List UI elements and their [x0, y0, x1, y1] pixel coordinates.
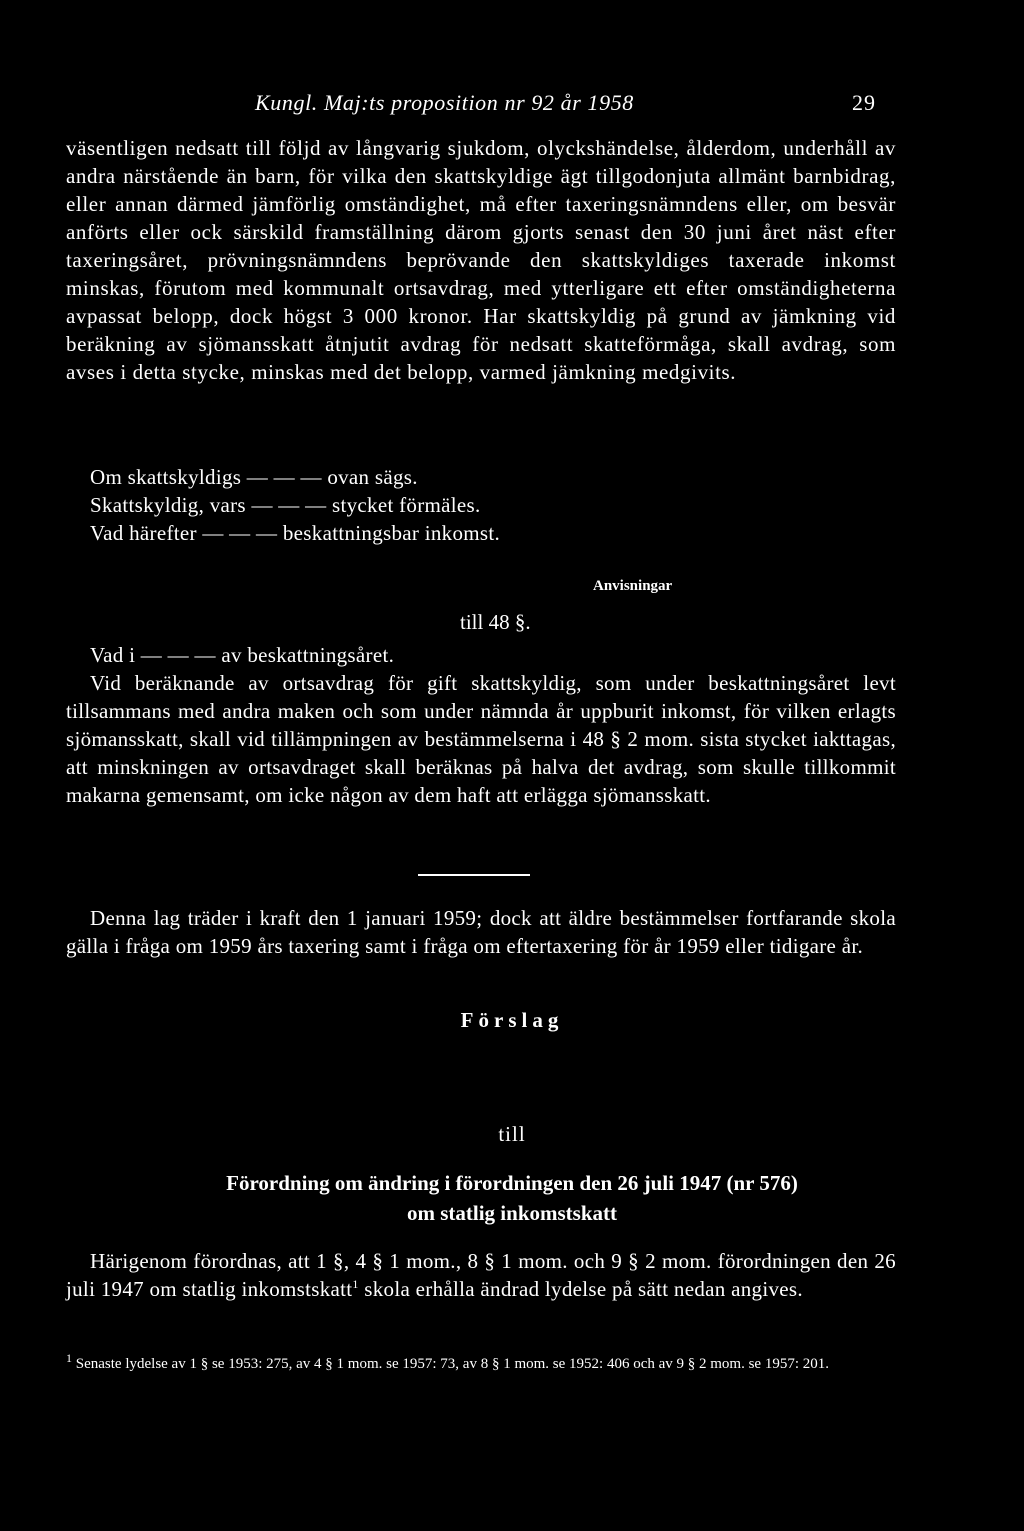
- footnote-text: Senaste lydelse av 1 § se 1953: 275, av 4 § 1 mom. se 1957: 73, av 8 § 1 mom. se 1952: 406 och av 9 § 2 mom. se 1957: 201.: [72, 1356, 830, 1372]
- enactment-text-b: skola erhålla ändrad lydelse på sätt nedan angives.: [358, 1277, 803, 1301]
- header-title: Kungl. Maj:ts proposition nr 92 år 1958: [255, 90, 634, 115]
- ordinance-title-line-2: om statlig inkomstskatt: [406, 1201, 617, 1225]
- paragraph-effective-date: [66, 904, 896, 960]
- page-number: 29: [852, 90, 876, 115]
- anvisningar-heading: Anvisningar: [593, 578, 673, 594]
- paragraph-text: Denna lag träder i kraft den 1 januari 1959; dock att äldre bestämmelser fortfarande skola gälla i fråga om 1959 års taxering samt i fråga om eftertaxering för år 1959 eller tidigare år.: [66, 906, 896, 958]
- footnote-marker: 1: [66, 1351, 72, 1365]
- forslag-till: till: [498, 1122, 526, 1146]
- page-header: [0, 90, 1024, 124]
- paragraph-text: [66, 1247, 896, 1303]
- elided-line-2: Skattskyldig, vars — — — stycket förmäles.: [90, 493, 481, 517]
- footnote: [66, 1351, 896, 1374]
- paragraph-enactment: [66, 1247, 896, 1303]
- elided-line-3: Vad härefter — — — beskattningsbar inkomst.: [90, 521, 501, 545]
- elided-lines: [66, 463, 896, 547]
- paragraph-text: Vid beräknande av ortsavdrag för gift skattskyldig, som under beskattningsåret levt tillsammans med andra maken och som under nämnda år uppburit inkomst, för vilken erlagts sjömansskatt, skall vid tillämpningen av bestämmelserna i 48 § 2 mom. sista stycket iakttagas, att minskningen av ortsavdraget skall beräknas på halva det avdrag, som skulle tillkommit makarna gemensamt, om icke någon av dem haft att erlägga sjömansskatt.: [66, 671, 896, 807]
- elided-line-1: Om skattskyldigs — — — ovan sägs.: [90, 465, 418, 489]
- paragraph-text: väsentligen nedsatt till följd av långvarig sjukdom, olyckshändelse, ålderdom, underhåll av andra närstående än barn, för vilka den skattskyldige ägt tillgodonjuta allmänt barnbidrag, eller annan därmed jämförlig omständighet, må efter taxeringsnämndens eller, om besvär anförts eller ock särskild framställning därom gjorts senast den 30 juni året näst efter taxeringsåret, prövningsnämndens beprövande den skattskyldiges taxerade inkomst minskas, förutom med kommunalt ortsavdrag, med ytterligare ett efter omständigheterna avpassat belopp, dock högst 3 000 kronor. Har skattskyldig på grund av jämkning vid beräkning av sjömansskatt åtnjutit avdrag för nedsatt skatteförmåga, skall avdrag, som avses i detta stycke, minskas med det belopp, varmed jämkning medgivits.: [66, 136, 896, 384]
- paragraph-hardship-deduction: [66, 134, 896, 386]
- paragraph-ortsavdrag: [66, 641, 896, 809]
- elided-line-4: Vad i — — — av beskattningsåret.: [90, 643, 395, 667]
- anvisningar-section-ref: till 48 §.: [460, 610, 531, 634]
- footnote-ref: 1: [352, 1277, 359, 1291]
- ordinance-title: [0, 1168, 1024, 1228]
- ordinance-title-line-1: Förordning om ändring i förordningen den 26 juli 1947 (nr 576): [226, 1171, 798, 1195]
- forslag-heading: Förslag: [460, 1008, 564, 1032]
- section-divider: [418, 874, 530, 876]
- enactment-text-a: Härigenom förordnas, att 1 §, 4 § 1 mom., 8 § 1 mom. och 9 § 2 mom. förordningen den 26 juli 1947 om statlig inkomstskatt: [66, 1249, 896, 1301]
